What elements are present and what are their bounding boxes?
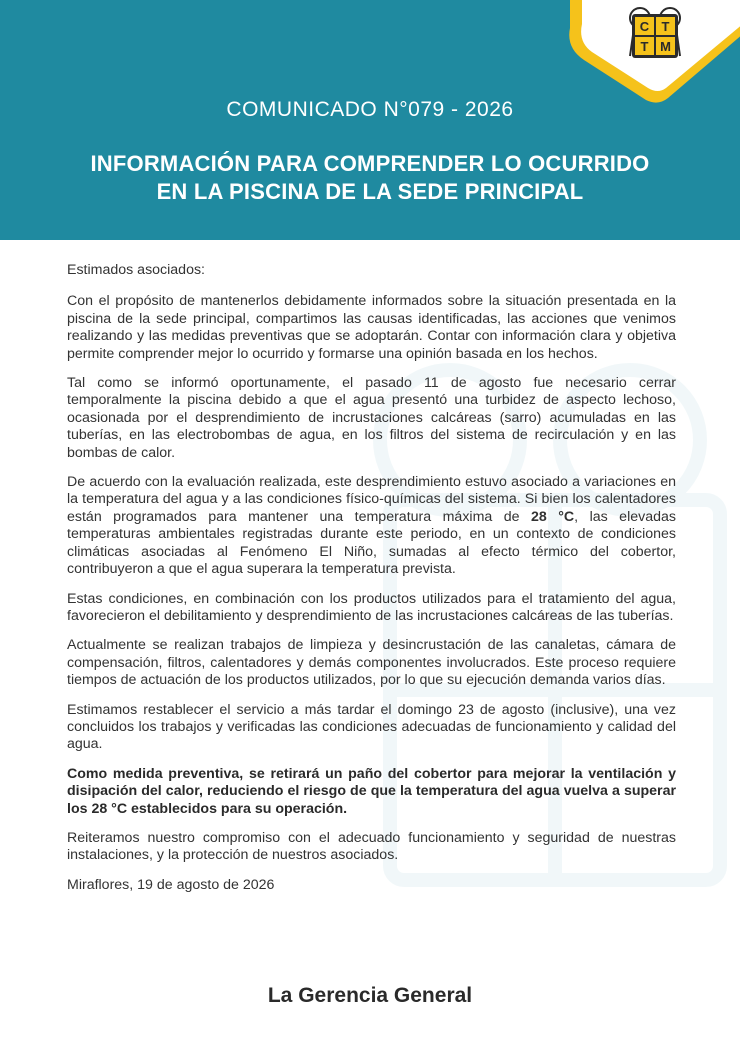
comunicado-number: COMUNICADO N°079 - 2026: [226, 98, 514, 121]
date-line: Miraflores, 19 de agosto de 2026: [67, 876, 275, 893]
paragraph-1: Con el propósito de mantenerlos debidamente informados sobre la situación presentada en la piscina de la sede principal, compartimos las causas identificadas, las acciones que venimos realizando y las medidas preventivas que se adoptarán. Contar con información clara y objetiva permite comprender mejor lo ocurrido y formarse una opinión basada en los hechos.: [67, 293, 676, 362]
page-title: [0, 150, 740, 206]
club-logo: [560, 0, 740, 110]
paragraph-3: [67, 474, 676, 578]
title-line-1: INFORMACIÓN PARA COMPRENDER LO OCURRIDO: [90, 151, 650, 176]
title-line-2: EN LA PISCINA DE LA SEDE PRINCIPAL: [156, 179, 584, 204]
paragraph-3-end: , las elevadas temperaturas ambientales registradas durante este periodo, en un contexto de condiciones climáticas asociadas al Fenómeno El Niño, sumadas al efecto térmico del cobertor, contribuyeron a que el agua superara la temperatura prevista.: [67, 508, 676, 578]
greeting: Estimados asociados:: [67, 262, 206, 278]
paragraph-4: Estas condiciones, en combinación con los productos utilizados para el tratamiento del agua, favorecieron el debilitamiento y desprendimiento de las incrustaciones calcáreas de las tuberías.: [67, 590, 676, 624]
header-banner: [0, 0, 740, 240]
paragraph-8: Reiteramos nuestro compromiso con el adecuado funcionamiento y seguridad de nuestras instalaciones, y la protección de nuestros asociados.: [67, 829, 676, 864]
logo-letter-1: C: [639, 19, 650, 34]
letter-body: [67, 262, 676, 906]
paragraph-6: Estimamos restablecer el servicio a más tardar el domingo 23 de agosto (inclusive), una vez concluidos los trabajos y verificadas las condiciones adecuadas de funcionamiento y calidad del agua.: [67, 701, 676, 753]
paragraph-2: Tal como se informó oportunamente, el pasado 11 de agosto fue necesario cerrar temporalmente la piscina debido a que el agua presentó una turbidez de aspecto lechoso, ocasionada por el desprendimiento de incrustaciones calcáreas (sarro) acumuladas en las tuberías, en las electrobombas de agua, en los filtros del sistema de recirculación y en las bombas de calor.: [67, 375, 676, 461]
logo-letter-2: T: [661, 19, 670, 34]
logo-letter-3: T: [640, 39, 649, 54]
paragraph-3-start: De acuerdo con la evaluación realizada, este desprendimiento estuvo asociado a variaciones en la temperatura del agua y a las condiciones físico-químicas del sistema. Si bien los calentadores están programados para mantener una temperatura máxima de: [67, 474, 676, 525]
preventive-measure: Como medida preventiva, se retirará un paño del cobertor para mejorar la ventilación y disipación del calor, reduciendo el riesgo de que la temperatura del agua vuelva a superar los 28 °C establecidos para su operación.: [67, 765, 676, 817]
paragraph-5: Actualmente se realizan trabajos de limpieza y desincrustación de las canaletas, cámara de compensación, filtros, calentadores y demás componentes involucrados. Este proceso requiere tiempos de actuación de los productos utilizados, por lo que su ejecución demanda varios días.: [67, 637, 676, 689]
max-temperature: 28 °C: [531, 508, 575, 525]
signature: La Gerencia General: [267, 984, 473, 1007]
logo-letter-4: M: [660, 39, 671, 54]
